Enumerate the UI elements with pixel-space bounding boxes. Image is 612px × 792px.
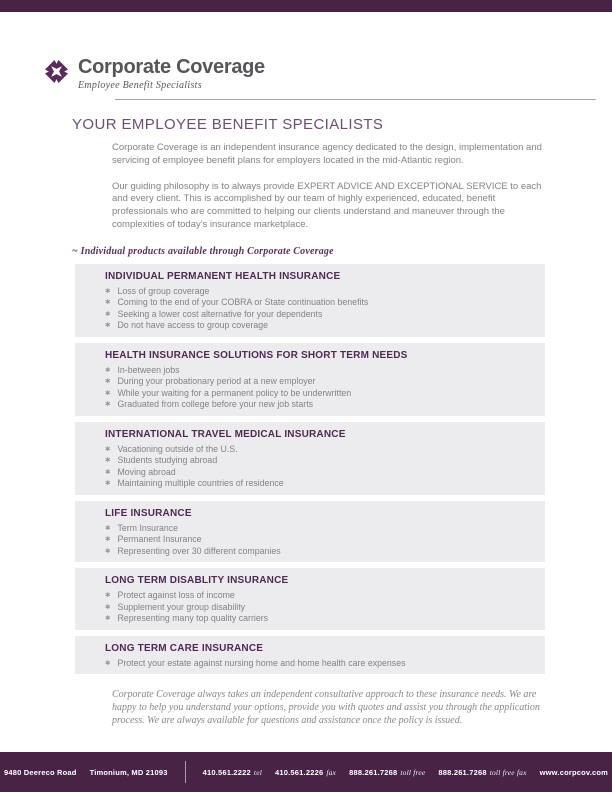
star-bullet-icon: ✱ <box>105 378 111 386</box>
section-title: INDIVIDUAL PERMANENT HEALTH INSURANCE <box>105 270 341 282</box>
bullet-item <box>105 602 525 614</box>
intro-paragraph: Corporate Coverage is an independent insurance agency dedicated to the design, implementation and servicing of employee benefit plans for employers located in the mid-Atlantic region. <box>112 142 542 166</box>
bullet-text: Permanent Insurance <box>117 534 202 545</box>
star-bullet-icon: ✱ <box>105 536 111 544</box>
header-divider <box>115 99 596 100</box>
contact-number: 410.561.2222 <box>202 767 251 777</box>
star-bullet-icon: ✱ <box>105 445 111 453</box>
bullet-item <box>105 546 525 558</box>
contact-label: tel <box>253 767 263 777</box>
section-title: LONG TERM DISABLITY INSURANCE <box>105 575 289 587</box>
bullet-text: During your probationary period at a new employer <box>117 376 316 387</box>
bullet-item <box>105 297 525 309</box>
brand-tagline: Employee Benefit Specialists <box>78 80 202 91</box>
bullet-item <box>105 658 525 670</box>
footer-contact <box>275 768 336 777</box>
bullet-text: Graduated from college before your new job starts <box>117 399 314 410</box>
bullet-text: While your waiting for a permanent policy to be underwritten <box>117 387 352 398</box>
footer-contact <box>438 768 526 777</box>
bullet-item <box>105 320 525 332</box>
brand-name: Corporate Coverage <box>78 56 265 78</box>
bullet-item <box>105 467 525 479</box>
bullet-text: Loss of group coverage <box>117 285 210 296</box>
footer-website: www.corpcov.com <box>539 767 609 777</box>
contact-number: 888.261.7268 <box>349 767 398 777</box>
footer-address-group <box>4 768 168 777</box>
footer-contacts-group <box>203 768 527 777</box>
footer-contact <box>203 768 262 777</box>
bullet-item <box>105 478 525 490</box>
bullet-text: Seeking a lower cost alternative for your dependents <box>117 308 323 319</box>
star-bullet-icon: ✱ <box>105 480 111 488</box>
intro-paragraph: Our guiding philosophy is to always provide EXPERT ADVICE AND EXCEPTIONAL SERVICE to each and every client. This is accomplished by our team of highly experienced, educated, benefit professionals who are committed to helping our clients understand and maneuver through the complexities of today's insurance marketplace. <box>112 180 542 230</box>
brand-text-block <box>78 56 265 91</box>
star-bullet-icon: ✱ <box>105 524 111 532</box>
bullet-text: Protect your estate against nursing home and home health care expenses <box>117 657 406 668</box>
bullet-item <box>105 399 525 411</box>
product-section <box>75 501 545 563</box>
bullet-list <box>105 523 525 558</box>
contact-label: toll free <box>400 767 426 777</box>
star-bullet-icon: ✱ <box>105 322 111 330</box>
closing-paragraph: Corporate Coverage always takes an independent consultative approach to these insurance needs. We are happy to help you understand your options, provide you with quotes and assist you through the application process. We are always available for questions and assistance once the policy is issued. <box>112 689 540 727</box>
bullet-item <box>105 444 525 456</box>
bullet-item <box>105 523 525 535</box>
bullet-item <box>105 376 525 388</box>
bullet-list <box>105 365 525 411</box>
star-bullet-icon: ✱ <box>105 457 111 465</box>
bullet-list <box>105 444 525 490</box>
section-title: LIFE INSURANCE <box>105 507 192 519</box>
products-intro-line: ~ Individual products available through Corporate Coverage <box>72 245 334 257</box>
footer-divider <box>185 761 186 783</box>
star-bullet-icon: ✱ <box>105 547 111 555</box>
section-title: INTERNATIONAL TRAVEL MEDICAL INSURANCE <box>105 428 346 440</box>
bullet-item <box>105 388 525 400</box>
footer-address-street: 9480 Deereco Road <box>3 767 77 777</box>
star-bullet-icon: ✱ <box>105 389 111 397</box>
bullet-text: Moving abroad <box>117 466 176 477</box>
footer-bar <box>0 752 612 792</box>
star-bullet-icon: ✱ <box>105 299 111 307</box>
bullet-list <box>105 590 525 625</box>
bullet-text: Supplement your group disability <box>117 601 246 612</box>
bullet-text: Representing over 30 different companies <box>117 545 281 556</box>
product-section <box>75 422 545 495</box>
product-section <box>75 636 545 675</box>
product-section <box>75 568 545 630</box>
bullet-text: In-between jobs <box>117 364 180 375</box>
compass-star-logo-icon <box>43 58 70 85</box>
contact-number: 888.261.7268 <box>438 767 487 777</box>
bullet-text: Vacationing outside of the U.S. <box>117 443 238 454</box>
bullet-list <box>105 286 525 332</box>
logo <box>43 56 612 91</box>
footer-contact <box>349 768 425 777</box>
star-bullet-icon: ✱ <box>105 592 111 600</box>
bullet-item <box>105 309 525 321</box>
bullet-text: Students studying abroad <box>117 455 218 466</box>
top-accent-bar <box>0 0 612 12</box>
bullet-item <box>105 455 525 467</box>
bullet-item <box>105 286 525 298</box>
bullet-text: Representing many top quality carriers <box>117 613 269 624</box>
star-bullet-icon: ✱ <box>105 659 111 667</box>
bullet-text: Protect against loss of income <box>117 590 235 601</box>
bullet-item <box>105 365 525 377</box>
star-bullet-icon: ✱ <box>105 615 111 623</box>
bullet-text: Do not have access to group coverage <box>117 320 269 331</box>
bullet-item <box>105 590 525 602</box>
star-bullet-icon: ✱ <box>105 468 111 476</box>
footer-address-city: Timonium, MD 21093 <box>89 767 168 777</box>
bullet-item <box>105 613 525 625</box>
bullet-text: Maintaining multiple countries of residence <box>117 478 284 489</box>
contact-number: 410.561.2226 <box>275 767 324 777</box>
star-bullet-icon: ✱ <box>105 287 111 295</box>
bullet-text: Term Insurance <box>117 522 179 533</box>
contact-label: toll free fax <box>489 767 527 777</box>
star-bullet-icon: ✱ <box>105 310 111 318</box>
product-section <box>75 343 545 416</box>
header <box>0 12 612 100</box>
bullet-text: Coming to the end of your COBRA or State continuation benefits <box>117 297 369 308</box>
contact-label: fax <box>326 767 337 777</box>
bullet-list <box>105 658 525 670</box>
star-bullet-icon: ✱ <box>105 366 111 374</box>
section-title: LONG TERM CARE INSURANCE <box>105 642 264 654</box>
product-section <box>75 264 545 337</box>
star-bullet-icon: ✱ <box>105 603 111 611</box>
star-bullet-icon: ✱ <box>105 401 111 409</box>
products-box <box>75 264 545 675</box>
page-title: YOUR EMPLOYEE BENEFIT SPECIALISTS <box>72 116 384 133</box>
bullet-item <box>105 534 525 546</box>
section-title: HEALTH INSURANCE SOLUTIONS FOR SHORT TERM NEEDS <box>105 349 408 361</box>
